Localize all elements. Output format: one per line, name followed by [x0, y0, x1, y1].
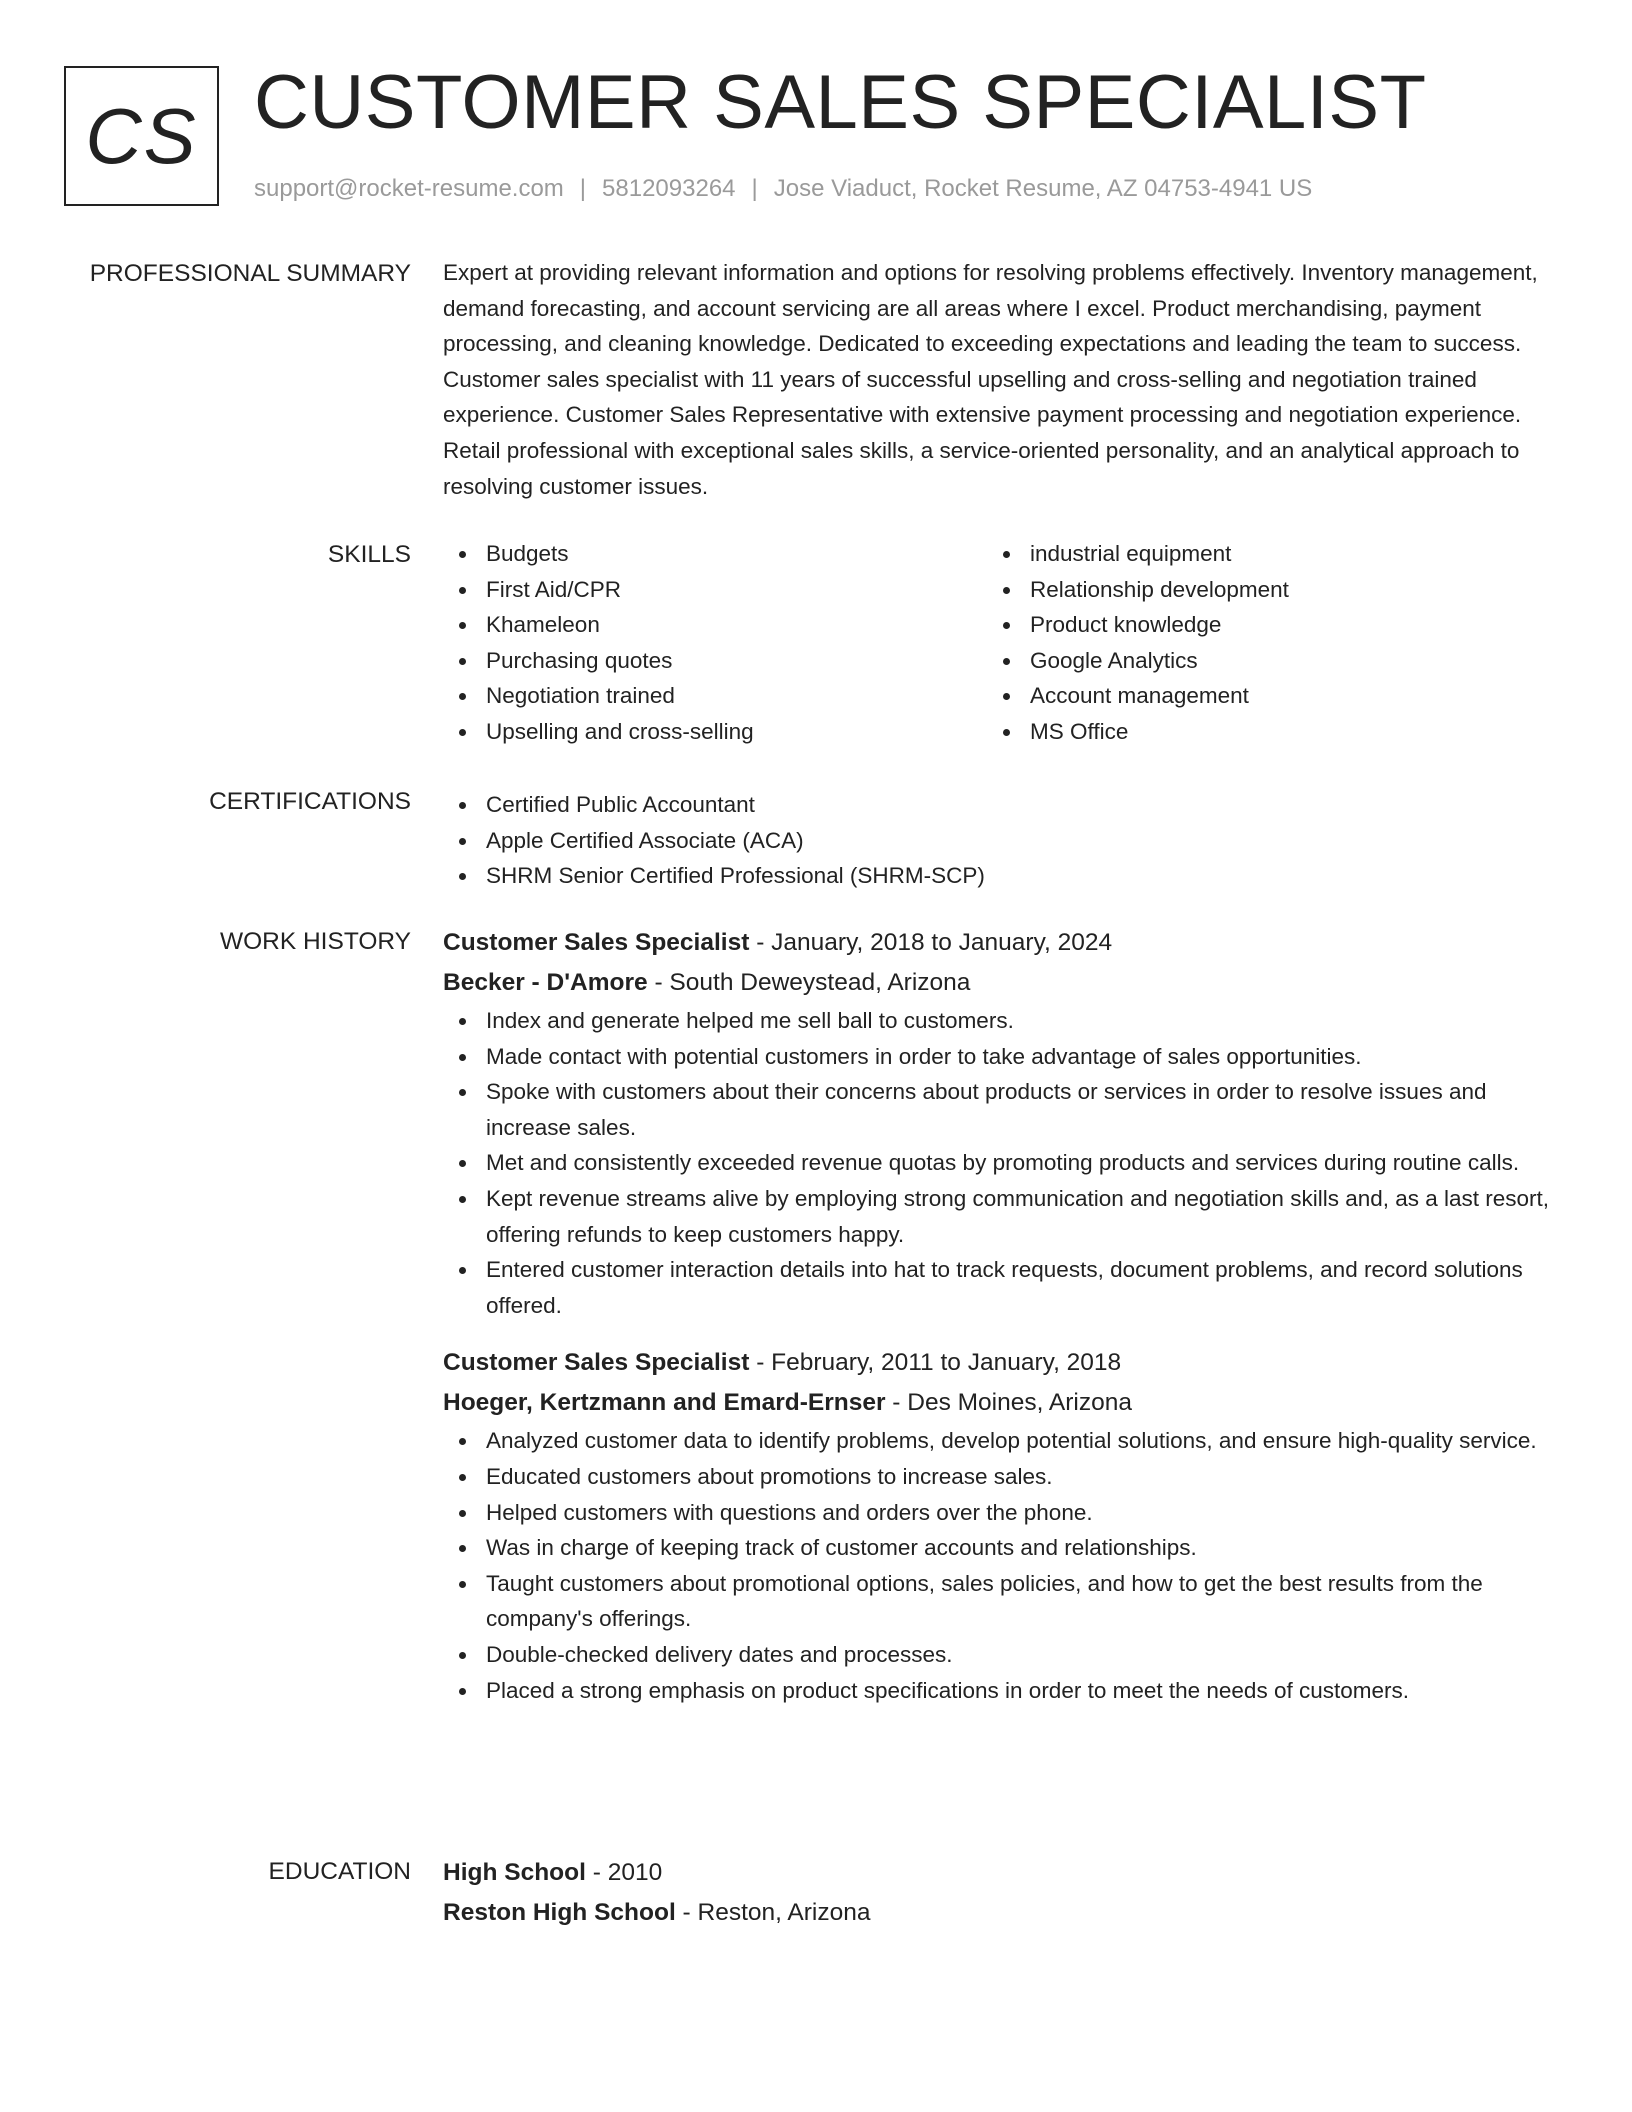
- skills-heading: SKILLS: [327, 541, 411, 568]
- skill-item: Purchasing quotes: [443, 643, 987, 679]
- summary-text: Expert at providing relevant information and options for resolving problems effectively. Inventory management, demand forecasting, and account servicing are all areas where I excel. Product merchandising, payment processing, and cleaning knowledge. Dedicated to exceeding expectations and leading the team to success. Customer sales specialist with 11 years of successful upselling and cross-selling and negotiation trained experience. Customer Sales Representative with extensive payment processing and negotiation experience. Retail professional with exceptional sales skills, a service-oriented personality, and an analytical approach to resolving customer issues.: [443, 260, 1538, 499]
- job-company-line: [443, 1383, 1553, 1423]
- education-body: [443, 1857, 1553, 1933]
- skills-body: [443, 540, 1553, 750]
- education-school-line: [443, 1893, 1553, 1933]
- skill-item: Negotiation trained: [443, 678, 987, 714]
- job-bullet: Was in charge of keeping track of customer accounts and relationships.: [443, 1530, 1553, 1566]
- job-company-line: [443, 963, 1553, 1003]
- contact-line: [254, 174, 1312, 204]
- job-dates: - February, 2011 to January, 2018: [749, 1349, 1122, 1377]
- education-location: - Reston, Arizona: [675, 1899, 871, 1926]
- job-title-line: [443, 923, 1553, 963]
- skill-item: Relationship development: [987, 572, 1531, 608]
- skill-item: Account management: [987, 678, 1531, 714]
- job-bullet: Spoke with customers about their concerns about products or services in order to resolve issues and increase sales.: [443, 1074, 1553, 1145]
- job-dates: - January, 2018 to January, 2024: [749, 929, 1113, 956]
- job-bullet: Kept revenue streams alive by employing strong communication and negotiation skills and, as a last resort, offering refunds to keep customers happy.: [443, 1181, 1553, 1252]
- certifications-list: [443, 787, 1553, 894]
- job-bullets: [443, 1423, 1553, 1708]
- job-entry: [443, 923, 1553, 1323]
- skill-item: First Aid/CPR: [443, 572, 987, 608]
- certifications-body: [443, 787, 1553, 894]
- job-bullets: [443, 1003, 1553, 1323]
- certifications-heading: CERTIFICATIONS: [209, 788, 411, 815]
- education-degree-line: [443, 1853, 1553, 1893]
- skill-item: Upselling and cross-selling: [443, 714, 987, 750]
- skills-list-left: [443, 536, 987, 750]
- job-company: Becker - D'Amore: [443, 969, 648, 996]
- skills-list-right: [987, 536, 1531, 750]
- job-bullet: Made contact with potential customers in order to take advantage of sales opportunities.: [443, 1039, 1553, 1075]
- skill-item: Budgets: [443, 536, 987, 572]
- job-bullet: Taught customers about promotional options, sales policies, and how to get the best results from the company's offerings.: [443, 1566, 1553, 1637]
- resume-title: CUSTOMER SALES SPECIALIST: [254, 60, 1427, 145]
- contact-email: support@rocket-resume.com: [254, 175, 564, 202]
- job-entry: [443, 1343, 1553, 1708]
- job-bullet: Double-checked delivery dates and processes.: [443, 1637, 1553, 1673]
- certification-item: SHRM Senior Certified Professional (SHRM-SCP): [443, 858, 1553, 894]
- job-bullet: Analyzed customer data to identify problems, develop potential solutions, and ensure high-quality service.: [443, 1423, 1553, 1459]
- work-history-body: [443, 927, 1553, 1708]
- job-bullet: Met and consistently exceeded revenue quotas by promoting products and services during routine calls.: [443, 1145, 1553, 1181]
- skill-item: MS Office: [987, 714, 1531, 750]
- certification-item: Apple Certified Associate (ACA): [443, 823, 1553, 859]
- job-bullet: Helped customers with questions and orders over the phone.: [443, 1495, 1553, 1531]
- contact-phone: 5812093264: [602, 175, 736, 202]
- skill-item: Product knowledge: [987, 607, 1531, 643]
- job-location: - Des Moines, Arizona: [885, 1389, 1132, 1417]
- skill-item: industrial equipment: [987, 536, 1531, 572]
- job-bullet: Index and generate helped me sell ball to customers.: [443, 1003, 1553, 1039]
- work-history-heading: WORK HISTORY: [219, 928, 411, 955]
- job-bullet: Educated customers about promotions to increase sales.: [443, 1459, 1553, 1495]
- job-bullet: Placed a strong emphasis on product specifications in order to meet the needs of customers.: [443, 1673, 1553, 1709]
- job-location: - South Deweystead, Arizona: [647, 969, 971, 996]
- monogram-logo: CS: [64, 66, 219, 206]
- skill-item: Khameleon: [443, 607, 987, 643]
- job-title: Customer Sales Specialist: [443, 929, 750, 956]
- contact-address: Jose Viaduct, Rocket Resume, AZ 04753-4941 US: [773, 175, 1313, 202]
- summary-body: [443, 259, 1553, 504]
- education-degree: High School: [443, 1859, 586, 1886]
- job-title: Customer Sales Specialist: [443, 1349, 750, 1377]
- skill-item: Google Analytics: [987, 643, 1531, 679]
- education-heading: EDUCATION: [268, 1858, 411, 1885]
- job-bullet: Entered customer interaction details into hat to track requests, document problems, and record solutions offered.: [443, 1252, 1553, 1323]
- certification-item: Certified Public Accountant: [443, 787, 1553, 823]
- education-school: Reston High School: [443, 1899, 676, 1926]
- job-company: Hoeger, Kertzmann and Emard-Ernser: [443, 1389, 886, 1417]
- education-year: - 2010: [585, 1859, 663, 1886]
- summary-heading: PROFESSIONAL SUMMARY: [89, 260, 411, 287]
- contact-separator: |: [751, 175, 758, 202]
- contact-separator: |: [579, 175, 587, 202]
- job-title-line: [443, 1343, 1553, 1383]
